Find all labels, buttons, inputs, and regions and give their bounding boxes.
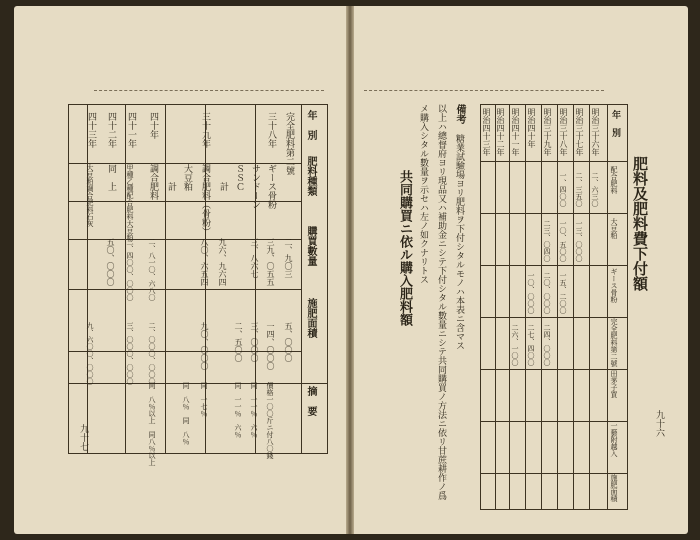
rh-year: 年 別	[610, 110, 620, 137]
row-9-area: 二、〇〇〇、〇〇〇	[148, 322, 156, 385]
ry-5: 明治四十年	[527, 108, 536, 148]
row-2-kind: ギース骨粉	[266, 164, 276, 209]
rv-2-2: 一三、〇〇〇	[575, 220, 583, 262]
row-8-kind: 計	[166, 182, 176, 191]
note-title: 備考	[454, 104, 465, 124]
row-2-qty: 三九、〇五五	[266, 238, 275, 286]
right-page-number-text: 九十六	[654, 410, 664, 437]
rh-col1: 配合肥料	[610, 166, 618, 194]
row-3-kind: サンドーン	[250, 164, 260, 209]
header-area: 施肥面積	[305, 298, 316, 338]
row-4-note: 同 一一％ 六％	[234, 382, 242, 438]
grant-table	[480, 104, 628, 510]
row-1-kind: 完全肥料第二號	[284, 112, 294, 175]
row-2-year: 三十八年	[266, 112, 276, 148]
rv-3-3: 一五、二〇〇	[559, 272, 567, 314]
header-year: 年 別	[305, 110, 316, 140]
row-6-area: 九〇、〇〇〇	[200, 322, 209, 370]
subtitle: 共同購買ニ依ル購入肥料額	[397, 170, 412, 326]
ry-3: 明治三十八年	[559, 108, 568, 156]
row-12-kind: 大豆粕調合肥料石灰	[86, 164, 94, 227]
row-1-area: 五、〇〇〇	[284, 322, 293, 362]
ry-2: 明治三十七年	[575, 108, 584, 156]
rh-col6: 一藝附越入	[610, 422, 618, 457]
rv-1-1: 二、六三〇	[591, 172, 599, 207]
row-10-kind: 甲種乙種配合肥料大豆粕	[126, 164, 134, 241]
rh-col3: ギース骨粉	[610, 268, 618, 303]
book-gutter	[346, 6, 354, 534]
header-note: 摘 要	[305, 386, 316, 416]
ry-6: 明治四十一年	[511, 108, 520, 156]
note-line-2: 以上ハ總督府ヨリ現品又ハ補助金ニシテ下付シタル數量ニシテ共同購買ノ方法ニ依リ甘蔗耕作ノ爲	[436, 104, 446, 500]
ry-7: 明治四十二年	[496, 108, 505, 156]
row-1-qty: 二、九〇三	[284, 238, 293, 278]
rv-5-4: 二七、四〇〇	[527, 324, 535, 366]
row-3-area: 三、〇〇〇	[250, 322, 259, 362]
rv-5-3: 一〇、〇〇〇	[527, 272, 535, 314]
row-6-kind: 調合肥料（骨粉）	[200, 164, 210, 236]
rv-3-1: 一、四〇〇	[559, 172, 567, 207]
right-page-number	[654, 410, 663, 440]
header-kind: 肥料種類	[305, 156, 316, 196]
row-9-qty: 二、八一〇、六八〇	[148, 238, 156, 301]
row-12-year: 四十三年	[86, 112, 96, 148]
rv-4-2: 二三、〇四〇	[543, 220, 551, 262]
ry-4: 明治三十九年	[543, 108, 552, 156]
ry-8: 明治四十三年	[482, 108, 491, 156]
top-rule	[94, 90, 324, 97]
header-qty: 購買數量	[305, 226, 316, 266]
rv-6-4: 二六、一〇〇	[511, 324, 519, 366]
row-11-qty: 五〇、〇〇〇	[106, 238, 115, 286]
rv-3-2: 一〇、五〇〇	[559, 220, 567, 262]
note-line-1: 糖業試驗場ヨリ肥料ヲ下付シタルモノハ本表ニ含マス	[454, 134, 464, 350]
row-9-year: 四十年	[148, 112, 158, 139]
row-9-kind: 調合肥料	[148, 164, 158, 200]
row-7-kind: 大豆粕	[182, 164, 192, 191]
rh-col4: 完全肥料第二號	[610, 318, 618, 367]
rv-4-3: 二〇、〇〇〇	[543, 272, 551, 314]
row-3-qty: 三、八六七	[250, 238, 259, 278]
row-6-year: 三十九年	[200, 112, 210, 148]
right-page	[354, 6, 688, 534]
row-10-qty: 三、四〇〇、〇〇〇	[126, 238, 134, 301]
rv-2-1: 二、三五〇	[575, 172, 583, 207]
row-4-kind: ＳＳＣ	[234, 164, 244, 191]
rh-col5: 田茅子買	[610, 370, 618, 398]
row-6-qty: 八〇、六五四	[200, 238, 209, 286]
rh-col2: 大豆粕	[610, 218, 618, 239]
left-page-number-text: 九十七	[78, 424, 88, 451]
row-5-kind: 計	[218, 182, 228, 191]
note-line-3: メ購入シタル數量ヲ示セハ左ノ如クナリトス	[418, 104, 428, 284]
row-6-note: 同 一七％	[200, 382, 208, 417]
row-12-area: 九、六〇〇、〇〇〇	[86, 322, 94, 385]
left-page-number	[78, 424, 87, 454]
left-page	[14, 6, 346, 534]
rh-col7: 施肥面積	[610, 474, 618, 502]
row-11-year: 四十二年	[106, 112, 116, 148]
row-10-year: 四十一年	[126, 112, 136, 148]
row-7-note: 同 八％ 同 八％	[182, 382, 190, 445]
row-11-kind: 同 上	[106, 164, 116, 191]
row-3-note: 同 一一％ 六％	[250, 382, 258, 438]
ry-1: 明治三十六年	[591, 108, 600, 156]
top-rule-right	[364, 90, 604, 97]
row-2-area: 一四、〇〇〇	[266, 322, 275, 370]
rv-4-4: 二四、〇〇〇	[543, 324, 551, 366]
right-title: 肥料及肥料費下付額	[631, 156, 649, 291]
row-9-note: 同 八％以上 同八％以上	[148, 382, 156, 466]
row-2-note: 價格一〇〇斤ニ付八〇錢	[266, 382, 274, 459]
row-5-qty: 九六、九六四	[218, 238, 227, 286]
row-4-area: 二、五〇〇	[234, 322, 243, 362]
row-10-area: 三、〇〇〇、〇〇〇	[126, 322, 134, 385]
